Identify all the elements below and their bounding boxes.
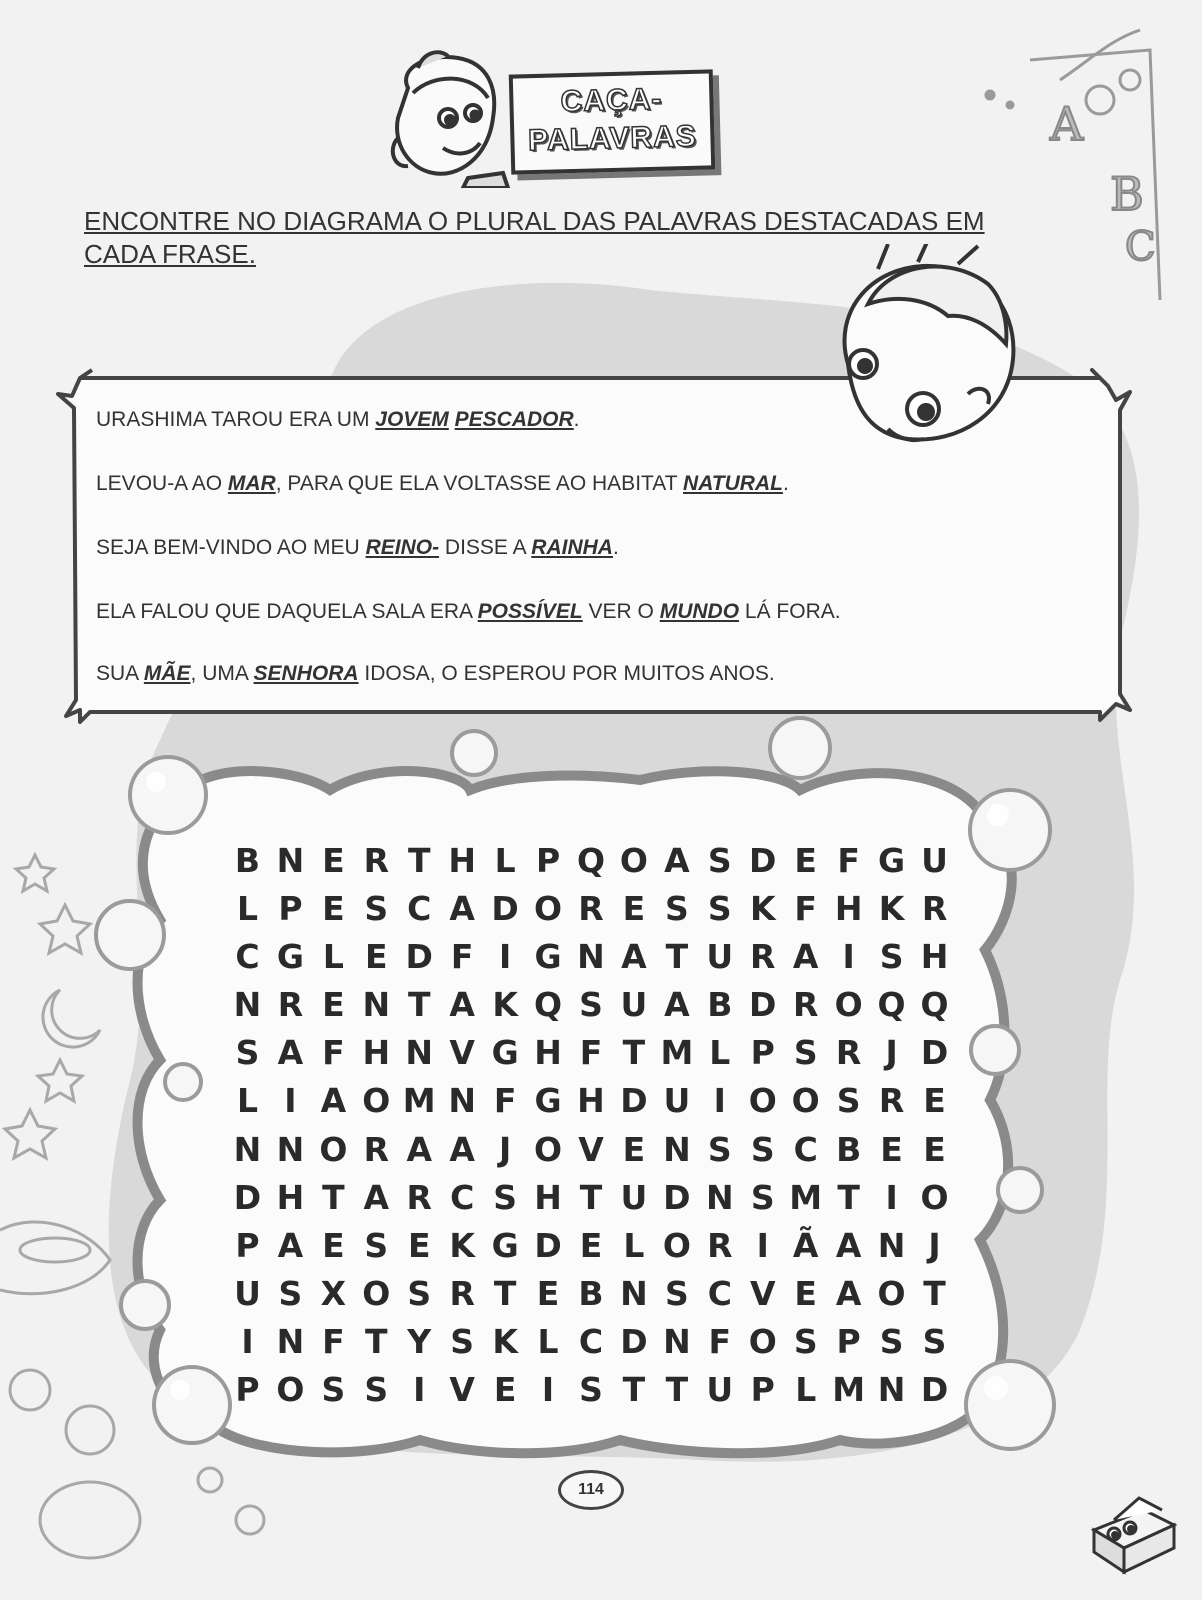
grid-letter[interactable]: S xyxy=(364,1370,389,1410)
grid-letter[interactable]: N xyxy=(706,1177,734,1217)
sentence-text: . xyxy=(782,472,789,495)
grid-letter[interactable]: L xyxy=(537,1322,559,1362)
grid-letter[interactable]: H xyxy=(448,840,476,880)
sentence-text: LEVOU-A AO xyxy=(96,472,228,495)
grid-letter[interactable]: U xyxy=(620,1177,648,1217)
grid-letter[interactable]: S xyxy=(793,1322,818,1362)
grid-letter[interactable]: S xyxy=(493,1177,517,1217)
grid-letter[interactable]: L xyxy=(322,936,344,976)
sentence-text: SUA xyxy=(96,662,144,685)
grid-letter[interactable]: S xyxy=(321,1370,346,1410)
grid-letter[interactable]: S xyxy=(450,1322,475,1362)
grid-letter[interactable]: O xyxy=(748,1322,777,1362)
grid-letter[interactable]: E xyxy=(493,1370,517,1410)
grid-letter[interactable]: U xyxy=(234,1274,261,1314)
grid-letter[interactable]: C xyxy=(707,1274,732,1314)
title-line-1: CAÇA- xyxy=(560,82,663,119)
grid-letter[interactable]: T xyxy=(365,1322,388,1362)
keyword: PESCADOR xyxy=(454,408,574,431)
sentence-5 xyxy=(96,662,775,686)
grid-letter[interactable]: P xyxy=(836,1322,861,1362)
grid-letter[interactable]: A xyxy=(406,1129,432,1169)
keyword: MAR xyxy=(227,472,276,495)
grid-letter[interactable]: D xyxy=(749,985,777,1025)
grid-letter[interactable]: A xyxy=(664,840,690,880)
sentence-text: SEJA BEM-VINDO AO MEU xyxy=(96,536,366,559)
grid-letter[interactable]: B xyxy=(234,840,261,880)
grid-letter[interactable]: U xyxy=(663,1081,691,1121)
grid-letter[interactable]: D xyxy=(405,936,433,976)
grid-letter[interactable]: I xyxy=(885,1177,898,1217)
grid-letter[interactable]: A xyxy=(449,888,475,928)
grid-letter[interactable]: I xyxy=(541,1370,555,1410)
grid-letter[interactable]: O xyxy=(834,985,863,1025)
grid-letter[interactable]: L xyxy=(623,1225,645,1265)
grid-letter[interactable]: G xyxy=(534,1081,562,1121)
grid-letter[interactable]: S xyxy=(879,936,904,976)
grid-letter[interactable]: A xyxy=(363,1177,390,1217)
grid-letter[interactable]: X xyxy=(320,1274,347,1314)
grid-letter[interactable]: R xyxy=(750,936,776,976)
grid-letter[interactable]: Q xyxy=(534,985,563,1025)
grid-letter[interactable]: H xyxy=(362,1033,391,1073)
sentence-text: , PARA QUE ELA VOLTASSE AO HABITAT xyxy=(275,472,684,495)
grid-letter[interactable]: Q xyxy=(576,840,606,880)
title-badge xyxy=(509,69,716,174)
grid-letter[interactable]: B xyxy=(836,1129,862,1169)
grid-letter[interactable]: S xyxy=(836,1081,861,1121)
grid-letter[interactable]: I xyxy=(756,1225,769,1265)
grid-letter[interactable]: K xyxy=(749,888,776,928)
grid-letter[interactable]: F xyxy=(493,1081,517,1121)
grid-letter[interactable]: I xyxy=(842,936,855,976)
grid-letter[interactable]: N xyxy=(620,1274,648,1314)
page-number: 114 xyxy=(558,1470,624,1510)
grid-letter[interactable]: M xyxy=(660,1033,694,1073)
grid-letter[interactable]: S xyxy=(707,1129,732,1169)
grid-letter[interactable]: A xyxy=(835,1225,862,1265)
grid-letter[interactable]: M xyxy=(789,1177,823,1217)
svg-text:B: B xyxy=(1110,167,1144,221)
grid-letter[interactable]: S xyxy=(579,1370,603,1410)
grid-letter[interactable]: J xyxy=(928,1225,941,1265)
grid-letter[interactable]: C xyxy=(450,1177,475,1217)
grid-letter[interactable]: N xyxy=(362,985,391,1025)
grid-letter[interactable]: H xyxy=(577,1081,605,1121)
grid-letter[interactable]: T xyxy=(493,1274,517,1314)
grid-letter[interactable]: T xyxy=(923,1274,946,1314)
grid-letter[interactable]: N xyxy=(877,1225,906,1265)
grid-letter[interactable]: H xyxy=(276,1177,305,1217)
sentence-2 xyxy=(96,472,789,496)
grid-letter[interactable]: O xyxy=(362,1274,391,1314)
grid-letter[interactable]: S xyxy=(364,888,389,928)
grid-letter[interactable]: R xyxy=(363,1129,389,1169)
sentence-1 xyxy=(96,408,580,432)
grid-letter[interactable]: P xyxy=(278,888,303,928)
grid-letter[interactable]: T xyxy=(322,1177,345,1217)
grid-letter[interactable]: S xyxy=(707,888,732,928)
keyword: NATURAL xyxy=(683,472,783,495)
grid-letter[interactable]: G xyxy=(878,840,906,880)
grid-letter[interactable]: R xyxy=(707,1225,733,1265)
grid-letter[interactable]: S xyxy=(707,840,732,880)
grid-letter[interactable]: D xyxy=(749,840,777,880)
grid-letter[interactable]: H xyxy=(834,888,863,928)
grid-letter[interactable]: S xyxy=(750,1177,775,1217)
grid-letter[interactable]: S xyxy=(922,1322,947,1362)
grid-letter[interactable]: R xyxy=(406,1177,432,1217)
grid-letter[interactable]: Q xyxy=(920,985,949,1025)
grid-letter[interactable]: M xyxy=(832,1370,866,1410)
grid-letter[interactable]: L xyxy=(494,840,516,880)
grid-letter[interactable]: A xyxy=(835,1274,862,1314)
grid-letter[interactable]: S xyxy=(579,985,603,1025)
grid-letter[interactable]: R xyxy=(792,985,819,1025)
grid-letter[interactable]: O xyxy=(748,1081,777,1121)
boy-mascot-illustration xyxy=(828,244,1028,454)
grid-letter[interactable]: P xyxy=(235,1370,260,1410)
grid-letter[interactable]: R xyxy=(921,888,948,928)
grid-letter[interactable]: F xyxy=(450,936,474,976)
svg-text:A: A xyxy=(1050,97,1084,151)
grid-letter[interactable]: T xyxy=(622,1033,646,1073)
grid-letter[interactable]: S xyxy=(664,1274,689,1314)
grid-letter[interactable]: E xyxy=(579,1225,603,1265)
grid-letter[interactable]: P xyxy=(535,840,561,880)
grid-letter[interactable]: S xyxy=(879,1322,904,1362)
grid-letter[interactable]: E xyxy=(622,1129,646,1169)
sentence-text: . xyxy=(573,408,580,431)
keyword: RAINHA xyxy=(531,536,613,559)
grid-letter[interactable]: P xyxy=(235,1225,260,1265)
grid-letter[interactable]: A xyxy=(277,1033,304,1073)
grid-letter[interactable]: E xyxy=(322,840,345,880)
instructions-text: ENCONTRE NO DIAGRAMA O PLURAL DAS PALAVRAS DESTACADAS EM CADA FRASE. xyxy=(84,206,985,269)
grid-letter[interactable]: I xyxy=(713,1081,726,1121)
grid-letter[interactable]: A xyxy=(792,936,819,976)
grid-letter[interactable]: N xyxy=(405,1033,434,1073)
sentence-text: URASHIMA TAROU ERA UM xyxy=(96,408,376,431)
grid-letter[interactable]: O xyxy=(362,1081,391,1121)
grid-letter[interactable]: O xyxy=(534,888,563,928)
printer-icon xyxy=(1084,1490,1184,1580)
grid-letter[interactable]: S xyxy=(793,1033,818,1073)
title-line-2: PALAVRAS xyxy=(527,119,698,158)
grid-letter[interactable]: R xyxy=(835,1033,862,1073)
grid-letter[interactable]: P xyxy=(750,1033,775,1073)
grid-letter[interactable]: N xyxy=(877,1370,906,1410)
grid-letter[interactable]: I xyxy=(413,1370,426,1410)
grid-letter[interactable]: L xyxy=(795,1370,817,1410)
keyword: JOVEM xyxy=(375,408,449,431)
grid-letter[interactable]: E xyxy=(365,936,388,976)
sentence-text: IDOSA, O ESPEROU POR MUITOS ANOS. xyxy=(358,662,775,685)
grid-letter[interactable]: T xyxy=(665,936,689,976)
grid-letter[interactable]: V xyxy=(449,1370,475,1410)
grid-letter[interactable]: O xyxy=(619,840,648,880)
keyword: MÃE xyxy=(143,662,191,685)
grid-letter[interactable]: L xyxy=(709,1033,731,1073)
sentence-4 xyxy=(96,600,841,624)
grid-letter[interactable]: R xyxy=(578,888,604,928)
grid-letter[interactable]: T xyxy=(622,1370,646,1410)
grid-letter[interactable]: Q xyxy=(877,985,906,1025)
girl-mascot-illustration xyxy=(378,48,518,188)
grid-letter[interactable]: U xyxy=(706,1370,734,1410)
grid-letter[interactable]: H xyxy=(534,1177,562,1217)
grid-letter[interactable]: N xyxy=(276,840,305,880)
grid-letter[interactable]: G xyxy=(491,1033,519,1073)
grid-letter[interactable]: C xyxy=(793,1129,818,1169)
keyword: SENHORA xyxy=(253,662,359,685)
grid-letter[interactable]: M xyxy=(402,1081,436,1121)
grid-letter[interactable]: R xyxy=(449,1274,475,1314)
grid-letter[interactable]: J xyxy=(885,1033,898,1073)
grid-letter[interactable]: A xyxy=(449,1129,475,1169)
grid-letter[interactable]: T xyxy=(837,1177,860,1217)
grid-letter[interactable]: E xyxy=(794,840,817,880)
grid-letter[interactable]: F xyxy=(794,888,817,928)
grid-letter[interactable]: J xyxy=(498,1129,512,1169)
grid-letter[interactable]: F xyxy=(322,1033,345,1073)
sentence-text: . xyxy=(612,536,619,559)
grid-letter[interactable]: U xyxy=(620,985,648,1025)
grid-letter[interactable]: E xyxy=(322,985,345,1025)
grid-letter[interactable]: I xyxy=(284,1081,297,1121)
sentence-text: VER O xyxy=(582,600,660,623)
svg-text:C: C xyxy=(1125,224,1156,270)
grid-letter[interactable]: L xyxy=(236,1081,258,1121)
grid-letter[interactable]: H xyxy=(534,1033,562,1073)
grid-letter[interactable]: N xyxy=(577,936,605,976)
grid-letter[interactable]: D xyxy=(534,1225,562,1265)
grid-letter[interactable]: A xyxy=(449,985,475,1025)
grid-letter[interactable]: P xyxy=(750,1370,775,1410)
grid-letter[interactable]: E xyxy=(880,1129,903,1169)
grid-letter[interactable]: N xyxy=(233,985,262,1025)
grid-letter[interactable]: A xyxy=(320,1081,347,1121)
grid-letter[interactable]: E xyxy=(322,1225,345,1265)
sentence-3 xyxy=(96,536,619,560)
grid-letter[interactable]: D xyxy=(491,888,519,928)
grid-letter[interactable]: D xyxy=(920,1033,949,1073)
grid-letter[interactable]: N xyxy=(663,1129,691,1169)
grid-letter[interactable]: S xyxy=(750,1129,775,1169)
grid-letter[interactable]: T xyxy=(579,1177,603,1217)
grid-letter[interactable]: O xyxy=(662,1225,691,1265)
grid-letter[interactable]: D xyxy=(620,1081,648,1121)
grid-letter[interactable]: E xyxy=(322,888,345,928)
grid-letter[interactable]: I xyxy=(498,936,512,976)
grid-letter[interactable]: N xyxy=(276,1129,305,1169)
grid-letter[interactable]: F xyxy=(579,1033,603,1073)
grid-letter[interactable]: E xyxy=(923,1129,946,1169)
keyword: POSSÍVEL xyxy=(477,600,583,623)
grid-letter[interactable]: D xyxy=(920,1370,949,1410)
word-search-grid xyxy=(226,836,956,1414)
grid-letter[interactable]: E xyxy=(794,1274,817,1314)
grid-letter[interactable]: U xyxy=(921,840,948,880)
grid-letter[interactable]: S xyxy=(407,1274,432,1314)
grid-letter[interactable]: O xyxy=(319,1129,348,1169)
grid-letter[interactable]: O xyxy=(534,1129,563,1169)
grid-letter[interactable]: N xyxy=(448,1081,476,1121)
grid-letter[interactable]: N xyxy=(233,1129,262,1169)
sentence-text: LÁ FORA. xyxy=(739,600,841,623)
grid-letter[interactable]: F xyxy=(837,840,860,880)
grid-letter[interactable]: C xyxy=(235,936,260,976)
grid-letter[interactable]: R xyxy=(277,985,304,1025)
keyword: MUNDO xyxy=(659,600,740,623)
grid-letter[interactable]: K xyxy=(878,888,905,928)
grid-letter[interactable]: F xyxy=(322,1322,345,1362)
grid-letter[interactable]: V xyxy=(578,1129,604,1169)
grid-letter[interactable]: R xyxy=(878,1081,905,1121)
grid-letter[interactable]: D xyxy=(620,1322,648,1362)
grid-letter[interactable]: G xyxy=(276,936,304,976)
grid-letter[interactable]: B xyxy=(707,985,733,1025)
grid-letter[interactable]: A xyxy=(277,1225,304,1265)
grid-letter[interactable]: R xyxy=(363,840,389,880)
grid-letter[interactable]: S xyxy=(235,1033,260,1073)
grid-letter[interactable]: D xyxy=(233,1177,262,1217)
grid-letter[interactable]: V xyxy=(449,1033,475,1073)
grid-letter[interactable]: A xyxy=(664,985,690,1025)
grid-letter[interactable]: O xyxy=(791,1081,820,1121)
grid-letter[interactable]: V xyxy=(749,1274,776,1314)
grid-letter[interactable]: A xyxy=(621,936,647,976)
grid-letter[interactable]: O xyxy=(877,1274,906,1314)
grid-letter[interactable]: E xyxy=(536,1274,560,1314)
grid-letter[interactable]: G xyxy=(491,1225,519,1265)
grid-letter[interactable]: S xyxy=(364,1225,389,1265)
grid-letter[interactable]: T xyxy=(407,840,431,880)
grid-letter[interactable]: E xyxy=(407,1225,431,1265)
grid-letter[interactable]: H xyxy=(920,936,949,976)
grid-letter[interactable]: U xyxy=(706,936,734,976)
grid-letter[interactable]: C xyxy=(578,1322,604,1362)
grid-letter[interactable]: E xyxy=(923,1081,946,1121)
grid-letter[interactable]: D xyxy=(663,1177,691,1217)
sentence-text: ELA FALOU QUE DAQUELA SALA ERA xyxy=(96,600,478,623)
grid-letter[interactable]: K xyxy=(492,985,518,1025)
grid-letter[interactable]: O xyxy=(920,1177,949,1217)
keyword: REINO- xyxy=(365,536,440,559)
grid-letter[interactable]: S xyxy=(664,888,689,928)
grid-letter[interactable]: S xyxy=(278,1274,303,1314)
grid-letter[interactable]: Y xyxy=(407,1322,432,1362)
grid-letter[interactable]: K xyxy=(492,1322,518,1362)
grid-letter[interactable]: T xyxy=(665,1370,689,1410)
grid-letter[interactable]: T xyxy=(407,985,431,1025)
grid-letter[interactable]: N xyxy=(663,1322,691,1362)
grid-letter[interactable]: C xyxy=(407,888,432,928)
grid-letter[interactable]: I xyxy=(241,1322,254,1362)
grid-letter[interactable]: B xyxy=(578,1274,604,1314)
sentence-text: DISSE A xyxy=(439,536,532,559)
grid-letter[interactable]: G xyxy=(534,936,562,976)
grid-letter[interactable]: Ã xyxy=(792,1225,819,1265)
grid-letter[interactable]: N xyxy=(276,1322,305,1362)
grid-letter[interactable]: E xyxy=(622,888,646,928)
sentence-text: , UMA xyxy=(190,662,254,685)
grid-letter[interactable]: O xyxy=(276,1370,305,1410)
grid-letter[interactable]: K xyxy=(449,1225,475,1265)
grid-letter[interactable]: F xyxy=(708,1322,732,1362)
grid-letter[interactable]: L xyxy=(236,888,258,928)
